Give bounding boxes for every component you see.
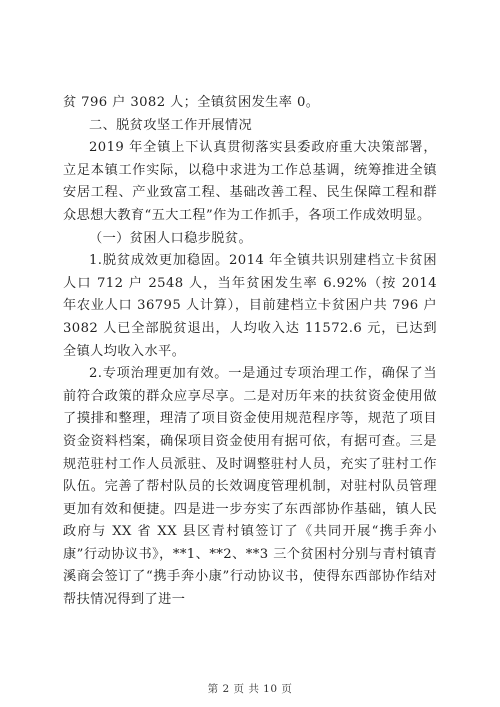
paragraph-item-1: 1.脱贫成效更加稳固。2014 年全镇共识别建档立卡贫困人口 712 户 2548 人，当年贫困发生率 6.92%（按 2014 年农业人口 36795 人计算），目前建档立卡贫困户共 796 户 3082 人已全部脱贫退出，人均收入达 11572.6 元，已达到全镇人均收入水平。 bbox=[63, 253, 437, 359]
section-heading: 二、脱贫攻坚工作开展情况 bbox=[89, 117, 253, 133]
paragraph-item-2: 2.专项治理更加有效。一是通过专项治理工作，确保了当前符合政策的群众应享尽享。二是对历年来的扶贫资金使用做了摸排和整理，理清了项目资金使用规范程序等，规范了项目资金资料档案，确保项目资金使用有据可依，有据可查。三是规范驻村工作人员派驻、及时调整驻村人员，充实了驻村工作队伍。完善了帮村队员的长效调度管理机制，对驻村队员管理更加有效和便捷。四是进一步夯实了东西部协作基础，镇人民政府与 XX 省 XX 县区青村镇签订了《共同开展“携手奔小康”行动协议书》，**1、**2、**3 三个贫困村分别与青村镇青溪商会签订了“携手奔小康”行动协议书，使得东西部协作结对帮扶情况得到了进一 bbox=[63, 366, 437, 608]
page-footer: 第 2 页 共 10 页 bbox=[207, 683, 293, 695]
paragraph-continuation: 贫 796 户 3082 人；全镇贫困发生率 0。 bbox=[63, 95, 320, 110]
document-body bbox=[63, 92, 437, 612]
subsection-heading: （一）贫困人口稳步脱贫。 bbox=[89, 230, 253, 246]
paragraph-intro: 2019 年全镇上下认真贯彻落实县委政府重大决策部署，立足本镇工作实际，以稳中求进为工作总基调，统筹推进全镇安居工程、产业致富工程、基础改善工程、民生保障工程和群众思想大教育“五大工程”作为工作抓手，各项工作成效明显。 bbox=[63, 140, 437, 223]
